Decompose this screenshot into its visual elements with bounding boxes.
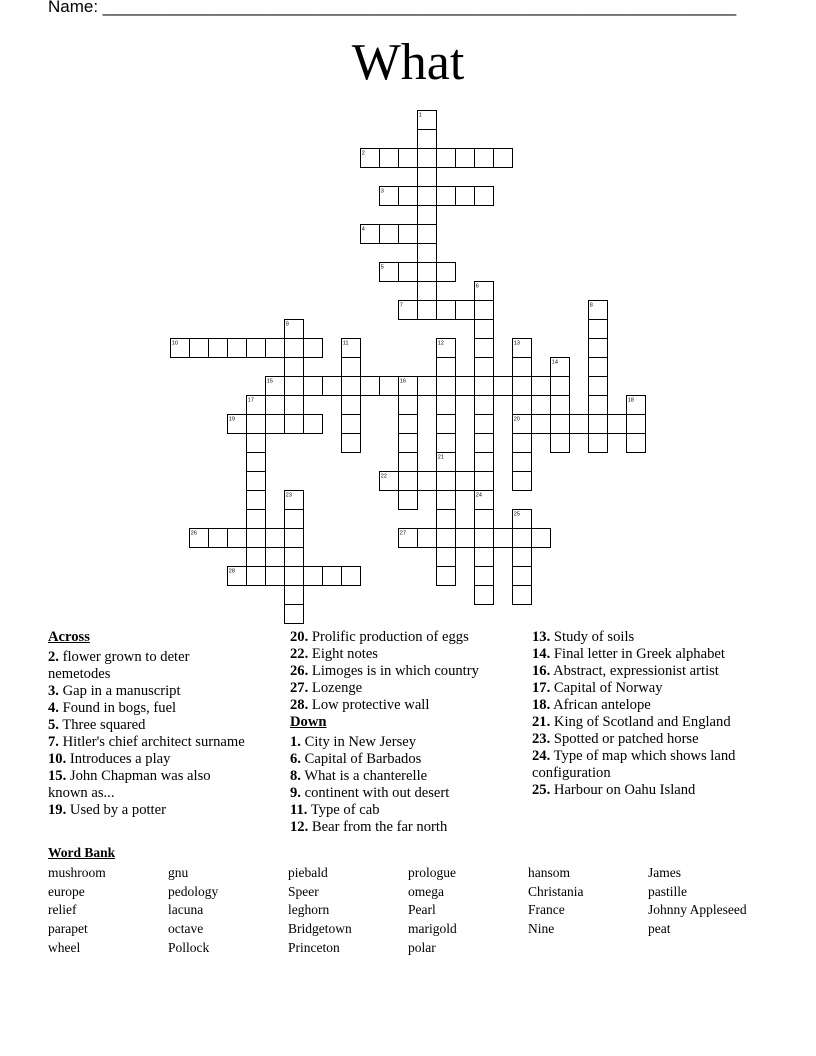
- down-heading: Down: [290, 714, 327, 730]
- grid-cell[interactable]: [475, 377, 494, 396]
- clue-text: Capital of Norway: [550, 680, 663, 696]
- grid-cell[interactable]: [570, 415, 589, 434]
- grid-cell[interactable]: [285, 548, 304, 567]
- clue-text: Prolific production of eggs: [308, 629, 469, 645]
- grid-cell[interactable]: [285, 415, 304, 434]
- clues-column-2: [290, 629, 515, 836]
- clue: [532, 646, 767, 663]
- clue-text: Low protective wall: [308, 697, 430, 713]
- word-bank-word: omega: [408, 883, 444, 899]
- clue: [532, 748, 767, 782]
- grid-cell[interactable]: [247, 339, 266, 358]
- grid-cell[interactable]: [475, 453, 494, 472]
- grid-cell[interactable]: [437, 491, 456, 510]
- word-bank-word: Johnny Appleseed: [648, 902, 747, 918]
- grid-cell[interactable]: [418, 529, 437, 548]
- grid-cell[interactable]: [304, 339, 323, 358]
- grid-cell[interactable]: [437, 415, 456, 434]
- clue: [290, 819, 515, 836]
- word-bank-word: wheel: [48, 939, 81, 955]
- grid-cell[interactable]: [399, 472, 418, 491]
- grid-cell[interactable]: [247, 415, 266, 434]
- clue-text: Type of map which shows land configuration: [532, 748, 736, 781]
- clue-number: 15.: [48, 768, 67, 784]
- grid-cell[interactable]: [247, 453, 266, 472]
- grid-cell[interactable]: [589, 415, 608, 434]
- grid-cell[interactable]: [228, 339, 247, 358]
- clue-text: Three squared: [58, 717, 146, 733]
- grid-cell[interactable]: [285, 529, 304, 548]
- word-bank-word: relief: [48, 902, 77, 918]
- clue: [290, 802, 515, 819]
- grid-cell[interactable]: [456, 301, 475, 320]
- word-bank-word: piebald: [288, 865, 328, 880]
- grid-cell[interactable]: [399, 396, 418, 415]
- clue-text: City in New Jersey: [300, 734, 417, 750]
- word-bank-title: Word Bank: [48, 845, 116, 860]
- grid-cell[interactable]: [494, 377, 513, 396]
- grid-cell[interactable]: [513, 567, 532, 586]
- word-bank-word: octave: [168, 921, 204, 937]
- word-bank-word: hansom: [528, 865, 570, 880]
- clue: [48, 717, 248, 734]
- grid-cell[interactable]: [475, 529, 494, 548]
- grid-cell[interactable]: [418, 377, 437, 396]
- clue-text: Used by a potter: [66, 802, 166, 818]
- grid-cell[interactable]: [437, 377, 456, 396]
- grid-cell[interactable]: [589, 320, 608, 339]
- clue-number: 4: [361, 226, 365, 233]
- word-bank-word: marigold: [408, 921, 457, 937]
- grid-cell[interactable]: [475, 586, 494, 605]
- grid-cell[interactable]: [437, 529, 456, 548]
- word-bank-word: lacuna: [168, 902, 204, 918]
- grid-cell[interactable]: [380, 225, 399, 244]
- clue: [290, 768, 515, 785]
- grid-cell[interactable]: [209, 339, 228, 358]
- clue: [290, 751, 515, 768]
- grid-cell[interactable]: [627, 434, 646, 453]
- grid-cell[interactable]: [342, 396, 361, 415]
- grid-cell[interactable]: [513, 586, 532, 605]
- grid-cell[interactable]: [475, 548, 494, 567]
- clue: [48, 768, 248, 802]
- grid-cell[interactable]: [399, 149, 418, 168]
- clue-number: 17.: [532, 680, 551, 696]
- clue: [48, 734, 248, 751]
- clue-number: 18.: [532, 697, 551, 713]
- clue: [48, 683, 248, 700]
- clue-number: 6.: [290, 751, 301, 767]
- clue-number: 16.: [532, 663, 551, 679]
- grid-cell[interactable]: [475, 472, 494, 491]
- grid-cell[interactable]: [513, 396, 532, 415]
- clue-number: 23: [285, 492, 292, 499]
- grid-cell[interactable]: [475, 415, 494, 434]
- word-bank-word: pastille: [648, 883, 687, 899]
- clue: [532, 714, 767, 731]
- clue-number: 26: [190, 530, 197, 537]
- grid-cell[interactable]: [323, 567, 342, 586]
- clue: [290, 680, 515, 697]
- grid-cell[interactable]: [589, 339, 608, 358]
- clue: [532, 782, 767, 799]
- grid-cell[interactable]: [627, 415, 646, 434]
- grid-cell[interactable]: [513, 358, 532, 377]
- clue-number: 21: [437, 454, 444, 461]
- grid-cell[interactable]: [551, 396, 570, 415]
- clue-number: 19: [228, 416, 235, 423]
- word-bank-word: mushroom: [48, 865, 106, 880]
- grid-cell[interactable]: [418, 149, 437, 168]
- clue-number: 2: [361, 150, 365, 157]
- clue-number: 22.: [290, 646, 309, 662]
- grid-cell[interactable]: [418, 225, 437, 244]
- grid-cell[interactable]: [247, 491, 266, 510]
- grid-cell[interactable]: [437, 510, 456, 529]
- grid-cell[interactable]: [456, 149, 475, 168]
- grid-cell[interactable]: [437, 472, 456, 491]
- grid-cell[interactable]: [304, 377, 323, 396]
- word-bank-word: peat: [648, 921, 671, 937]
- clue-number: 2.: [48, 649, 59, 665]
- grid-cell[interactable]: [380, 377, 399, 396]
- name-field-label: Name: ___________________________________________________________________: [48, 0, 737, 16]
- clue-number: 16: [399, 378, 406, 385]
- clue-number: 19.: [48, 802, 67, 818]
- clue-number: 7.: [48, 734, 59, 750]
- grid-cell[interactable]: [418, 168, 437, 187]
- clue-number: 17: [247, 397, 254, 404]
- clue-number: 9.: [290, 785, 301, 801]
- clue-text: Harbour on Oahu Island: [550, 782, 696, 798]
- grid-cell[interactable]: [589, 358, 608, 377]
- word-bank-column: [168, 864, 286, 958]
- grid-cell[interactable]: [513, 548, 532, 567]
- grid-cell[interactable]: [475, 434, 494, 453]
- grid-cell[interactable]: [437, 548, 456, 567]
- grid-cell[interactable]: [475, 301, 494, 320]
- grid-cell[interactable]: [342, 415, 361, 434]
- clue: [290, 646, 515, 663]
- grid-cell[interactable]: [513, 453, 532, 472]
- word-bank-word: leghorn: [288, 902, 330, 918]
- word-bank-word: Princeton: [288, 939, 340, 955]
- clue-number: 15: [266, 378, 273, 385]
- clue-number: 9: [285, 321, 289, 328]
- grid-cell[interactable]: [437, 263, 456, 282]
- clue-number: 24.: [532, 748, 551, 764]
- grid-cell[interactable]: [399, 453, 418, 472]
- clue: [532, 629, 767, 646]
- grid-cell[interactable]: [589, 434, 608, 453]
- clue-text: Gap in a manuscript: [58, 683, 181, 699]
- grid-cell[interactable]: [475, 320, 494, 339]
- grid-cell[interactable]: [285, 605, 304, 624]
- word-bank-word: pedology: [168, 883, 219, 899]
- clue: [532, 731, 767, 748]
- clue-number: 11: [342, 340, 349, 347]
- clue-number: 25.: [532, 782, 551, 798]
- grid-cell[interactable]: [361, 377, 380, 396]
- grid-cell[interactable]: [437, 358, 456, 377]
- grid-cell[interactable]: [266, 567, 285, 586]
- clue-text: Introduces a play: [66, 751, 171, 767]
- grid-cell[interactable]: [513, 377, 532, 396]
- clue-text: continent with out desert: [300, 785, 450, 801]
- word-bank-word: gnu: [168, 865, 189, 880]
- clue-number: 21.: [532, 714, 551, 730]
- clue: [48, 751, 248, 768]
- grid-cell[interactable]: [399, 187, 418, 206]
- clue-number: 11.: [290, 802, 308, 818]
- grid-cell[interactable]: [475, 567, 494, 586]
- clue-text: Abstract, expressionist artist: [550, 663, 719, 679]
- clue-number: 27: [399, 530, 406, 537]
- grid-cell[interactable]: [437, 301, 456, 320]
- grid-cell[interactable]: [437, 434, 456, 453]
- grid-cell[interactable]: [456, 529, 475, 548]
- word-bank-word: France: [528, 902, 565, 918]
- grid-cell[interactable]: [247, 472, 266, 491]
- clue-text: flower grown to deter nemetodes: [48, 649, 190, 682]
- grid-cell[interactable]: [342, 567, 361, 586]
- clue-text: Spotted or patched horse: [550, 731, 699, 747]
- grid-cell[interactable]: [418, 282, 437, 301]
- grid-cell[interactable]: [456, 377, 475, 396]
- word-bank-word: Bridgetown: [288, 921, 352, 937]
- clue-number: 28.: [290, 697, 309, 713]
- clue-text: What is a chanterelle: [300, 768, 428, 784]
- clue-number: 25: [513, 511, 520, 518]
- word-bank-column: [528, 864, 646, 939]
- grid-cell[interactable]: [475, 149, 494, 168]
- grid-cell[interactable]: [247, 548, 266, 567]
- grid-cell[interactable]: [285, 377, 304, 396]
- puzzle-title: What: [351, 34, 465, 91]
- clue-number: 18: [627, 397, 634, 404]
- clue-number: 20: [513, 416, 520, 423]
- grid-cell[interactable]: [399, 434, 418, 453]
- word-bank-word: Nine: [528, 921, 555, 937]
- grid-cell[interactable]: [285, 339, 304, 358]
- clue-number: 1: [418, 112, 422, 119]
- grid-cell[interactable]: [513, 434, 532, 453]
- clue-number: 1.: [290, 734, 301, 750]
- word-bank-word: Christania: [528, 883, 584, 899]
- grid-cell[interactable]: [342, 434, 361, 453]
- clue-number: 7: [399, 302, 403, 309]
- grid-cell[interactable]: [399, 263, 418, 282]
- clue-number: 23.: [532, 731, 551, 747]
- clue-text: Final letter in Greek alphabet: [550, 646, 725, 662]
- word-bank-word: polar: [408, 939, 436, 955]
- grid-cell[interactable]: [285, 567, 304, 586]
- clue-number: 14: [551, 359, 558, 366]
- grid-cell[interactable]: [589, 377, 608, 396]
- grid-cell[interactable]: [494, 529, 513, 548]
- clue-text: Hitler's chief architect surname: [58, 734, 245, 750]
- clues-column-1: [48, 629, 248, 819]
- grid-cell[interactable]: [551, 415, 570, 434]
- across-heading: Across: [48, 629, 90, 645]
- grid-cell[interactable]: [418, 301, 437, 320]
- grid-cell[interactable]: [418, 206, 437, 225]
- clue: [532, 697, 767, 714]
- clue-number: 26.: [290, 663, 309, 679]
- clue-number: 10.: [48, 751, 67, 767]
- clue-number: 10: [171, 340, 178, 347]
- word-bank-word: Pollock: [168, 939, 210, 955]
- clue-text: Bear from the far north: [308, 819, 448, 835]
- clue-number: 12.: [290, 819, 309, 835]
- word-bank-column: [288, 864, 406, 958]
- grid-cell[interactable]: [456, 187, 475, 206]
- clue-number: 13.: [532, 629, 551, 645]
- clue-text: John Chapman was also known as...: [48, 768, 211, 801]
- grid-cell[interactable]: [304, 415, 323, 434]
- clue-number: 14.: [532, 646, 551, 662]
- grid-cell[interactable]: [437, 396, 456, 415]
- grid-cell[interactable]: [589, 396, 608, 415]
- word-bank-word: Pearl: [408, 902, 436, 918]
- word-bank-word: europe: [48, 883, 85, 899]
- grid-cell[interactable]: [399, 415, 418, 434]
- grid-cell[interactable]: [266, 529, 285, 548]
- word-bank-word: Speer: [288, 883, 319, 899]
- grid-cell[interactable]: [494, 149, 513, 168]
- clue-number: 3: [380, 188, 384, 195]
- grid-cell[interactable]: [342, 377, 361, 396]
- clue-number: 20.: [290, 629, 309, 645]
- grid-cell[interactable]: [513, 472, 532, 491]
- clue: [48, 700, 248, 717]
- grid-cell[interactable]: [399, 225, 418, 244]
- word-bank-word: parapet: [48, 921, 88, 937]
- clue: [48, 649, 248, 683]
- grid-cell[interactable]: [456, 472, 475, 491]
- clue-number: 28: [228, 568, 235, 575]
- grid-cell[interactable]: [266, 415, 285, 434]
- grid-cell[interactable]: [475, 510, 494, 529]
- clue-text: Capital of Barbados: [300, 751, 422, 767]
- clue-number: 13: [513, 340, 520, 347]
- grid-cell[interactable]: [532, 529, 551, 548]
- clue-number: 22: [380, 473, 387, 480]
- clue-text: Type of cab: [307, 802, 380, 818]
- grid-cell[interactable]: [418, 263, 437, 282]
- clue: [290, 629, 515, 646]
- grid-cell[interactable]: [285, 586, 304, 605]
- grid-cell[interactable]: [551, 377, 570, 396]
- clue: [290, 697, 515, 714]
- grid-cell[interactable]: [513, 529, 532, 548]
- grid-cell[interactable]: [399, 491, 418, 510]
- grid-cell[interactable]: [247, 529, 266, 548]
- clue: [290, 663, 515, 680]
- grid-cell[interactable]: [380, 149, 399, 168]
- grid-cell[interactable]: [475, 187, 494, 206]
- clue-number: 4.: [48, 700, 59, 716]
- clue: [532, 680, 767, 697]
- clue-text: King of Scotland and England: [550, 714, 731, 730]
- grid-cell[interactable]: [418, 130, 437, 149]
- grid-cell[interactable]: [437, 149, 456, 168]
- clue-text: Eight notes: [308, 646, 378, 662]
- grid-cell[interactable]: [228, 529, 247, 548]
- grid-cell[interactable]: [285, 396, 304, 415]
- clue-number: 6: [475, 283, 479, 290]
- grid-cell[interactable]: [532, 415, 551, 434]
- word-bank-column: [48, 864, 166, 958]
- clue-number: 27.: [290, 680, 309, 696]
- clue-text: Lozenge: [308, 680, 363, 696]
- word-bank-word: prologue: [408, 865, 456, 880]
- grid-cell[interactable]: [190, 339, 209, 358]
- grid-cell[interactable]: [437, 187, 456, 206]
- clue-number: 5.: [48, 717, 59, 733]
- clue-text: Limoges is in which country: [308, 663, 479, 679]
- clue: [290, 785, 515, 802]
- grid-cell[interactable]: [285, 510, 304, 529]
- grid-cell[interactable]: [475, 339, 494, 358]
- clue-text: African antelope: [550, 697, 651, 713]
- grid-cell[interactable]: [285, 358, 304, 377]
- grid-cell[interactable]: [247, 510, 266, 529]
- clue-number: 3.: [48, 683, 59, 699]
- grid-cell[interactable]: [418, 187, 437, 206]
- clues-column-3: [532, 629, 767, 799]
- clue-number: 5: [380, 264, 384, 271]
- grid-cell[interactable]: [342, 358, 361, 377]
- clue-text: Study of soils: [550, 629, 635, 645]
- grid-cell[interactable]: [475, 358, 494, 377]
- grid-cell[interactable]: [437, 567, 456, 586]
- grid-cell[interactable]: [323, 377, 342, 396]
- clue: [290, 734, 515, 751]
- grid-cell[interactable]: [475, 396, 494, 415]
- grid-cell[interactable]: [247, 567, 266, 586]
- grid-cell[interactable]: [608, 415, 627, 434]
- clue-text: Found in bogs, fuel: [58, 700, 177, 716]
- clue: [532, 663, 767, 680]
- clue-number: 8: [589, 302, 593, 309]
- grid-cell[interactable]: [304, 567, 323, 586]
- word-bank-word: James: [648, 865, 681, 880]
- word-bank-column: [648, 864, 766, 939]
- word-bank-column: [408, 864, 526, 958]
- grid-cell[interactable]: [209, 529, 228, 548]
- clue-number: 12: [437, 340, 444, 347]
- clue-number: 24: [475, 492, 482, 499]
- clue: [48, 802, 248, 819]
- clue-number: 8.: [290, 768, 301, 784]
- grid-cell[interactable]: [418, 244, 437, 263]
- grid-cell[interactable]: [266, 339, 285, 358]
- grid-cell[interactable]: [551, 434, 570, 453]
- grid-cell[interactable]: [532, 377, 551, 396]
- grid-cell[interactable]: [418, 472, 437, 491]
- grid-cell[interactable]: [247, 434, 266, 453]
